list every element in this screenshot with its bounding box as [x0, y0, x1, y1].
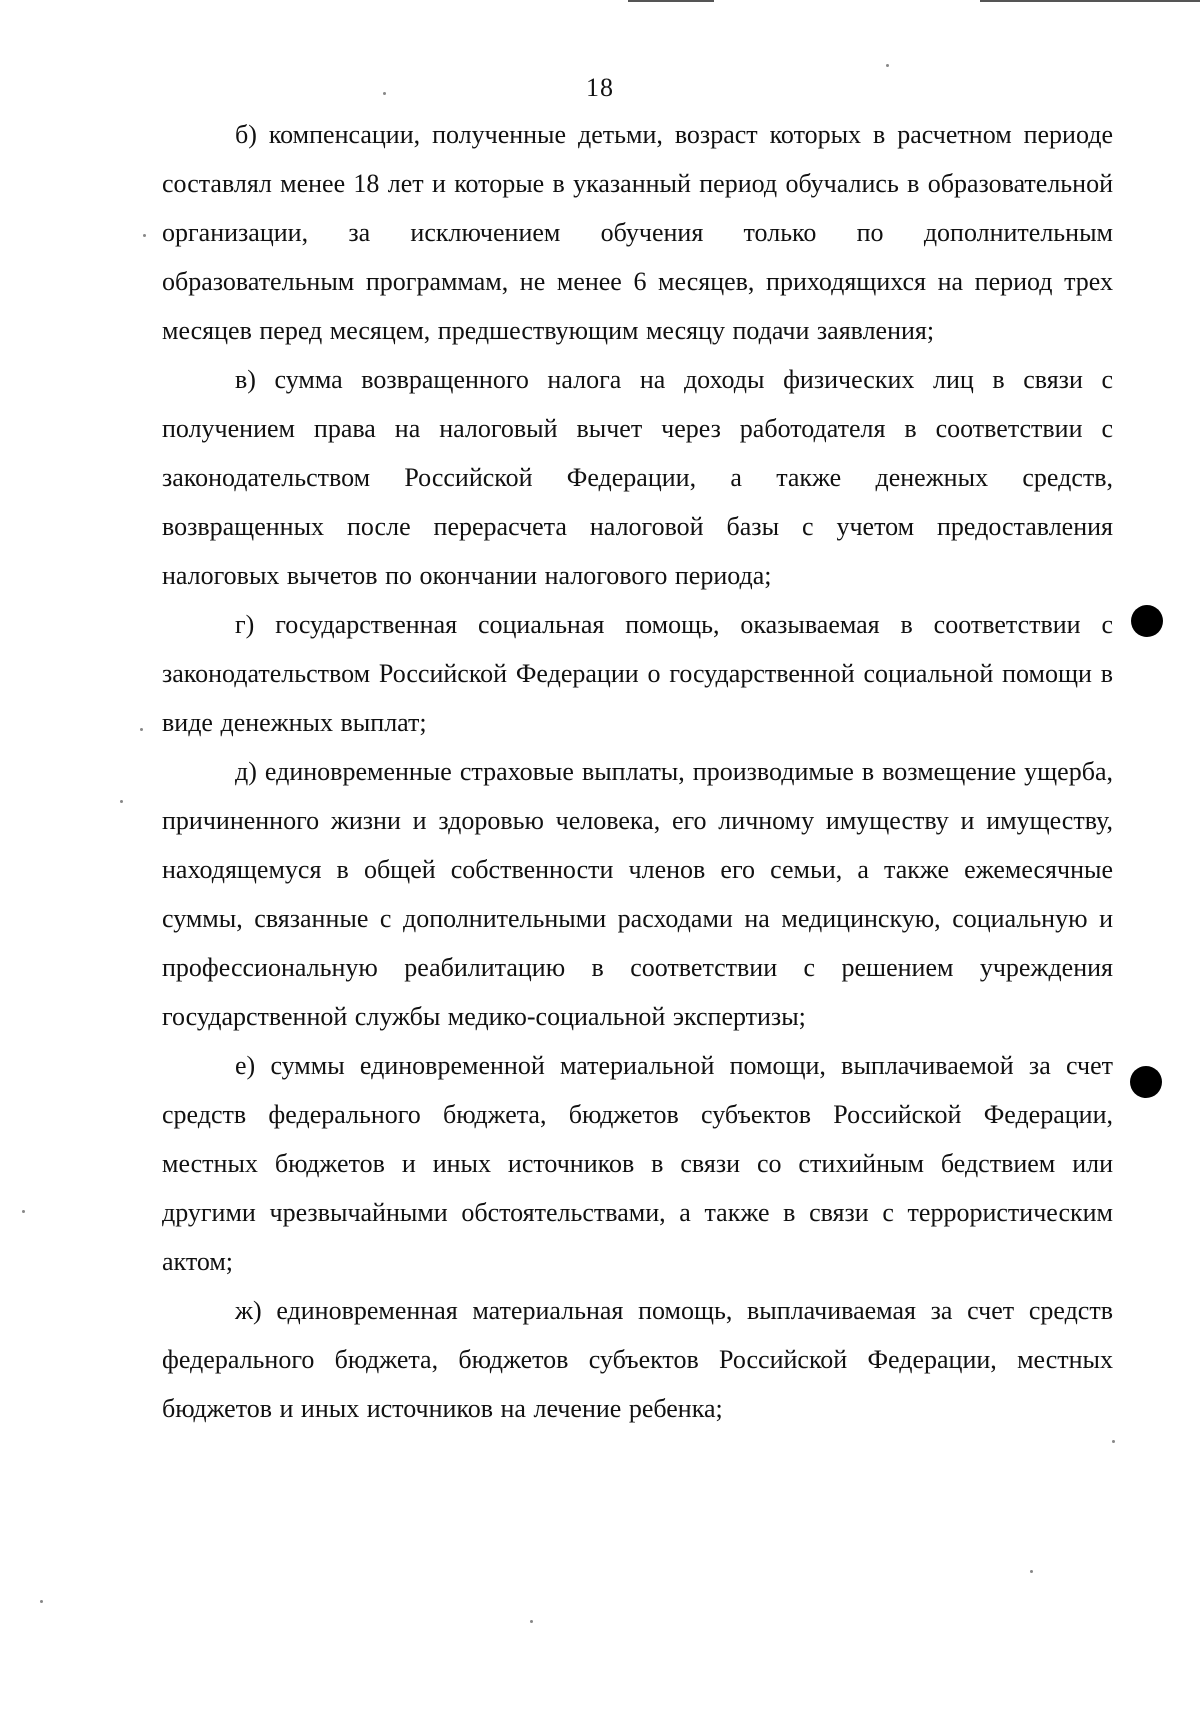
- scan-speck: [1030, 1570, 1033, 1573]
- paragraph-d: д) единовременные страховые выплаты, производимые в возмещение ущерба, причиненного жизни и здоровью человека, его личному имуществу и имуществу, находящемуся в общей собственности членов его семьи, а также ежемесячные суммы, связанные с дополнительными расходами на медицинскую, социальную и профессиональную реабилитацию в соответствии с решением учреждения государственной службы медико-социальной экспертизы;: [162, 757, 1113, 1031]
- document-body: [162, 110, 1113, 1433]
- paragraph-zh: ж) единовременная материальная помощь, выплачиваемая за счет средств федерального бюджета, бюджетов субъектов Российской Федерации, местных бюджетов и иных источников на лечение ребенка;: [162, 1296, 1113, 1423]
- binder-hole-mark: [1130, 1066, 1162, 1098]
- scan-speck: [886, 64, 889, 67]
- paragraph-g: г) государственная социальная помощь, оказываемая в соответствии с законодательством Российской Федерации о государственной социальной помощи в виде денежных выплат;: [162, 610, 1113, 737]
- scan-speck: [22, 1210, 25, 1213]
- paragraph-v: в) сумма возвращенного налога на доходы физических лиц в связи с получением права на налоговый вычет через работодателя в соответствии с законодательством Российской Федерации, а также денежных средств, возвращенных после перерасчета налоговой базы с учетом предоставления налоговых вычетов по окончании налогового периода;: [162, 365, 1113, 590]
- scan-edge-mark: [980, 0, 1200, 2]
- scan-speck: [1112, 1440, 1115, 1443]
- scan-edge-mark: [628, 0, 714, 2]
- scan-speck: [383, 92, 386, 95]
- scan-speck: [530, 1620, 533, 1623]
- binder-hole-mark: [1131, 605, 1163, 637]
- paragraph-b: б) компенсации, полученные детьми, возраст которых в расчетном периоде составлял менее 18 лет и которые в указанный период обучались в образовательной организации, за исключением обучения только по дополнительным образовательным программам, не менее 6 месяцев, приходящихся на период трех месяцев перед месяцем, предшествующим месяцу подачи заявления;: [162, 120, 1113, 345]
- scan-speck: [143, 234, 146, 237]
- page-number: 18: [586, 73, 614, 102]
- scan-speck: [140, 728, 143, 731]
- scan-speck: [120, 800, 123, 803]
- paragraph-e: е) суммы единовременной материальной помощи, выплачиваемой за счет средств федерального бюджета, бюджетов субъектов Российской Федерации, местных бюджетов и иных источников в связи со стихийным бедствием или другими чрезвычайными обстоятельствами, а также в связи с террористическим актом;: [162, 1051, 1113, 1276]
- scan-speck: [40, 1600, 43, 1603]
